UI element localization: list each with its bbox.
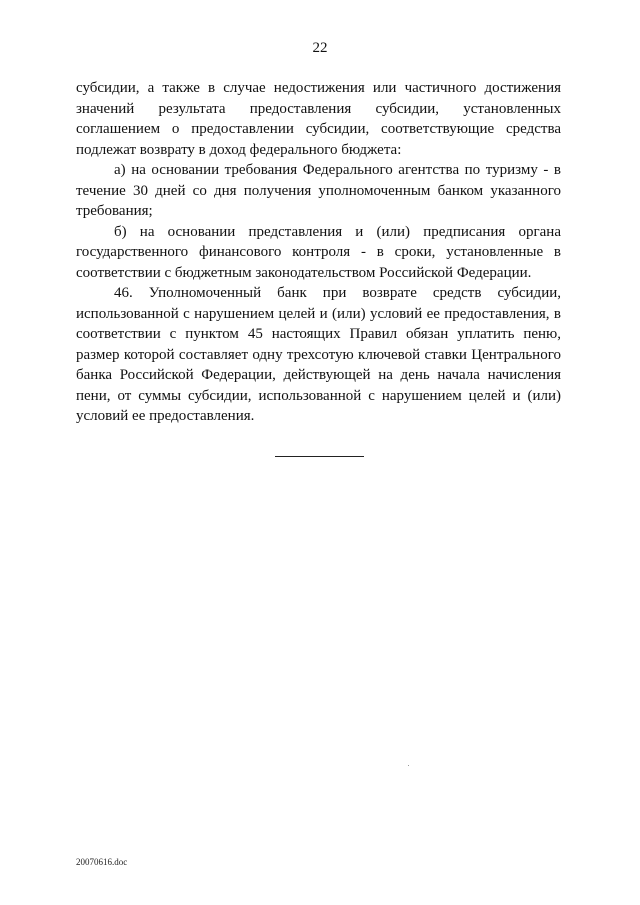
paragraph-item-b: б) на основании представления и (или) предписания органа государственного финансового контроля - в сроки, установленные в соответствии с бюджетным законодательством Российской Федерации.: [76, 223, 561, 281]
paragraph-subsidy-return: субсидии, а также в случае недостижения или частичного достижения значений результата предоставления субсидии, установленных соглашением о предоставлении субсидии, соответствующие средства подлежат возврату в доход федерального бюджета:: [76, 80, 561, 158]
page-number: 22: [312, 40, 328, 56]
end-of-document-rule: [275, 456, 364, 457]
scan-speck: [408, 765, 409, 766]
document-body: [76, 78, 561, 427]
paragraph-46-penalty: 46. Уполномоченный банк при возврате средств субсидии, использованной с нарушением целей и (или) условий ее предоставления, в соответствии с пунктом 45 настоящих Правил обязан уплатить пеню, размер которой составляет одну трехсотую ключевой ставки Центрального банка Российской Федерации, действующей на день начала начисления пени, от суммы субсидии, использованной с нарушением целей и (или) условий ее предоставления.: [76, 285, 561, 424]
footer-filename: 20070616.doc: [76, 857, 128, 867]
paragraph-item-a: а) на основании требования Федерального агентства по туризму - в течение 30 дней со дня получения уполномоченным банком указанного требования;: [76, 162, 561, 219]
